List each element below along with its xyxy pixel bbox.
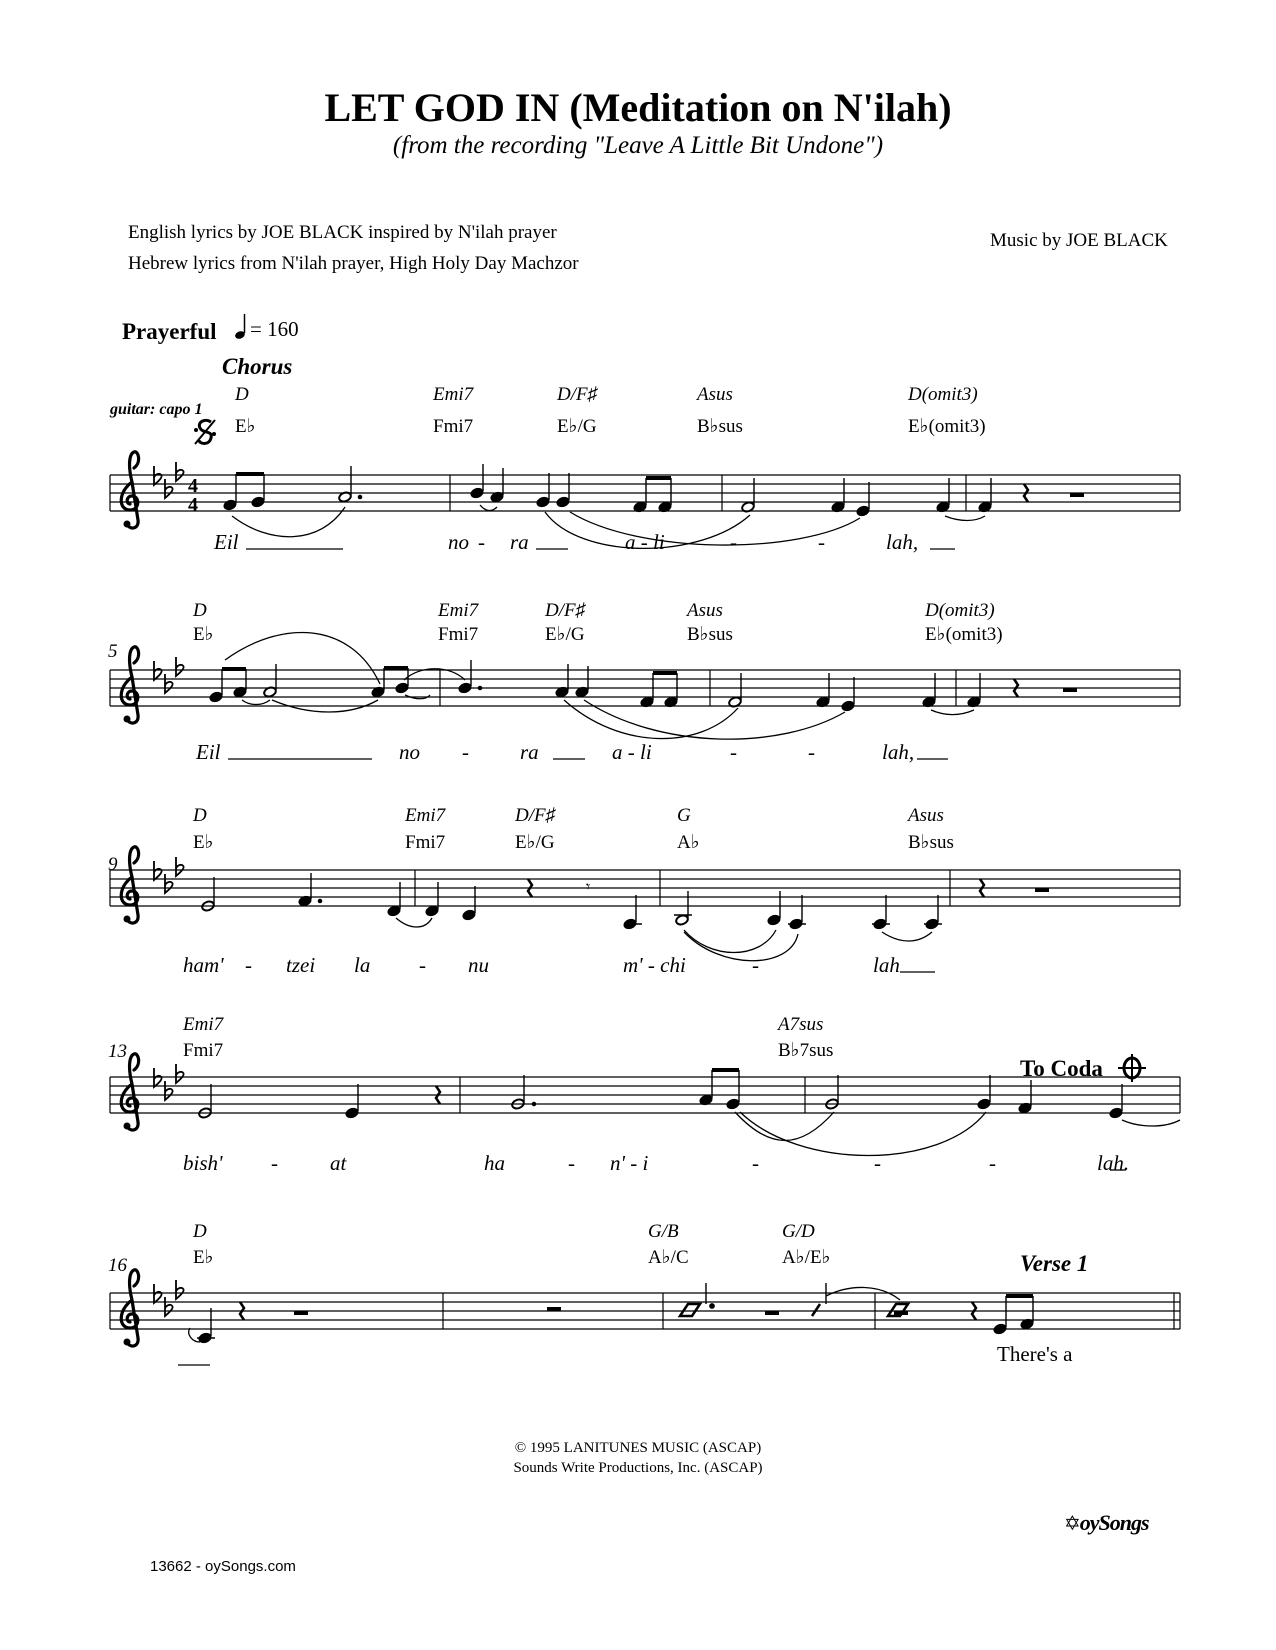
svg-text:4: 4 <box>188 475 198 497</box>
svg-text:9: 9 <box>108 854 118 875</box>
chord-capo: D(omit3) <box>925 600 995 621</box>
verse-label: Verse 1 <box>1020 1251 1089 1276</box>
lyric-syllable: lah <box>873 953 900 977</box>
chord-capo: G <box>677 805 691 826</box>
chord-capo: D/F♯ <box>545 600 586 621</box>
chord-concert: E♭/G <box>545 624 585 645</box>
lyric-syllable: a - li <box>625 530 665 554</box>
lyric-syllable: Eil <box>214 530 239 554</box>
lyric-syllable: no <box>399 740 420 764</box>
lyric-syllable: - <box>752 1151 759 1175</box>
lyric-syllable: la <box>354 953 371 977</box>
staff-system-5 <box>108 1251 1180 1346</box>
lyrics-credit-english: English lyrics by JOE BLACK inspired by N'ilah prayer <box>128 222 557 243</box>
lyric-syllable: - <box>818 530 825 554</box>
lyric-syllable: a - li <box>612 740 652 764</box>
catalog-number: 13662 - oySongs.com <box>150 1558 296 1575</box>
chord-concert: A♭ <box>677 832 700 853</box>
copyright-line-2: Sounds Write Productions, Inc. (ASCAP) <box>513 1460 763 1476</box>
chord-symbols <box>182 384 1003 1268</box>
svg-text:𝄾: 𝄾 <box>586 879 591 896</box>
lyric-syllable: ha <box>484 1151 505 1175</box>
chord-concert: Fmi7 <box>405 832 446 853</box>
lyric-syllable: - <box>271 1151 278 1175</box>
chord-capo: Emi7 <box>183 1014 224 1035</box>
lyric-syllable: ham' <box>183 953 224 977</box>
chord-concert: Fmi7 <box>433 416 474 437</box>
lyric-syllable: ra <box>520 740 539 764</box>
lyric-syllable: - <box>245 953 252 977</box>
lyric-syllable: nu <box>468 953 489 977</box>
oysongs-logo: ✡oySongs <box>1064 1510 1149 1535</box>
chord-capo: D <box>235 384 249 405</box>
chord-capo: Emi7 <box>433 384 474 405</box>
chord-concert: E♭(omit3) <box>925 624 1003 645</box>
lyric-syllable: m' - chi <box>623 953 686 977</box>
chord-capo: D <box>193 1221 207 1242</box>
treble-clef-icon <box>121 452 138 528</box>
chord-capo: A7sus <box>778 1014 824 1035</box>
chord-capo: Emi7 <box>438 600 479 621</box>
staff-system-3 <box>108 847 1180 961</box>
lyric-syllable: tzei <box>286 953 316 977</box>
copyright-line-1: © 1995 LANITUNES MUSIC (ASCAP) <box>514 1440 762 1456</box>
chord-capo: Emi7 <box>405 805 446 826</box>
lyric-syllable: lah, <box>886 530 919 554</box>
lyric-syllable: lah. <box>1097 1151 1130 1175</box>
song-subtitle: (from the recording "Leave A Little Bit Undone") <box>392 132 884 159</box>
chord-concert: B♭sus <box>697 416 743 437</box>
lyric-syllable: There's a <box>997 1342 1073 1366</box>
chorus-label: Chorus <box>222 354 293 379</box>
chord-concert: E♭ <box>235 416 256 437</box>
lyric-syllable: bish' <box>183 1151 223 1175</box>
svg-text:13: 13 <box>108 1041 127 1062</box>
chord-capo: Asus <box>687 600 723 621</box>
chord-concert: E♭/G <box>515 832 555 853</box>
song-title: LET GOD IN (Meditation on N'ilah) <box>324 85 952 130</box>
lyric-syllable: at <box>330 1151 347 1175</box>
lyric-syllable: Eil <box>196 740 221 764</box>
lyric-syllable: - <box>989 1151 996 1175</box>
chord-capo: Asus <box>697 384 733 405</box>
chord-capo: G/B <box>648 1221 679 1242</box>
coda-icon <box>1118 1054 1146 1082</box>
lyric-syllable: - <box>730 740 737 764</box>
lyric-syllable: - <box>874 1151 881 1175</box>
chord-concert: B♭sus <box>908 832 954 853</box>
lyric-syllable: - <box>752 953 759 977</box>
music-credit: Music by JOE BLACK <box>990 230 1168 251</box>
chord-concert: E♭ <box>193 832 214 853</box>
lyric-syllable: - <box>462 740 469 764</box>
lyric-syllable: - <box>730 530 737 554</box>
svg-text:16: 16 <box>108 1255 127 1276</box>
chord-concert: E♭ <box>193 624 214 645</box>
star-of-david-icon: ✡ <box>1064 1513 1080 1535</box>
chord-concert: A♭/E♭ <box>782 1247 831 1268</box>
tempo-marking: Prayerful <box>122 319 217 344</box>
quarter-note-icon <box>234 314 246 340</box>
chord-capo: D/F♯ <box>515 805 556 826</box>
capo-note: guitar: capo 1 <box>110 401 203 418</box>
chord-capo: D <box>193 805 207 826</box>
segno-icon <box>194 420 216 444</box>
chord-concert: A♭/C <box>648 1247 689 1268</box>
chord-capo: Asus <box>908 805 944 826</box>
staff-system-2 <box>108 632 1180 739</box>
chord-capo: D(omit3) <box>908 384 978 405</box>
svg-text:4: 4 <box>188 494 198 516</box>
chord-concert: B♭7sus <box>778 1040 834 1061</box>
tempo-bpm: = 160 <box>250 317 299 341</box>
chord-capo: D <box>193 600 207 621</box>
staff-system-4 <box>108 1041 1180 1156</box>
chord-concert: E♭ <box>193 1247 214 1268</box>
lyric-syllable: lah, <box>882 740 915 764</box>
chord-concert: Fmi7 <box>438 624 479 645</box>
lyric-syllable: - <box>808 740 815 764</box>
lyric-syllable: no <box>448 530 469 554</box>
chord-concert: B♭sus <box>687 624 733 645</box>
chord-capo: D/F♯ <box>557 384 598 405</box>
lyric-syllable: - <box>568 1151 575 1175</box>
lyric-syllable: ra <box>510 530 529 554</box>
chord-concert: E♭(omit3) <box>908 416 986 437</box>
chord-capo: G/D <box>782 1221 815 1242</box>
lyric-syllable: - <box>419 953 426 977</box>
lyrics-credit-hebrew: Hebrew lyrics from N'ilah prayer, High Holy Day Machzor <box>128 253 579 274</box>
svg-text:5: 5 <box>108 641 118 662</box>
to-coda-label: To Coda <box>1020 1056 1103 1081</box>
chord-concert: Fmi7 <box>183 1040 224 1061</box>
chord-concert: E♭/G <box>557 416 597 437</box>
lyric-syllable: - <box>478 530 485 554</box>
lyric-syllable: n' - i <box>610 1151 649 1175</box>
